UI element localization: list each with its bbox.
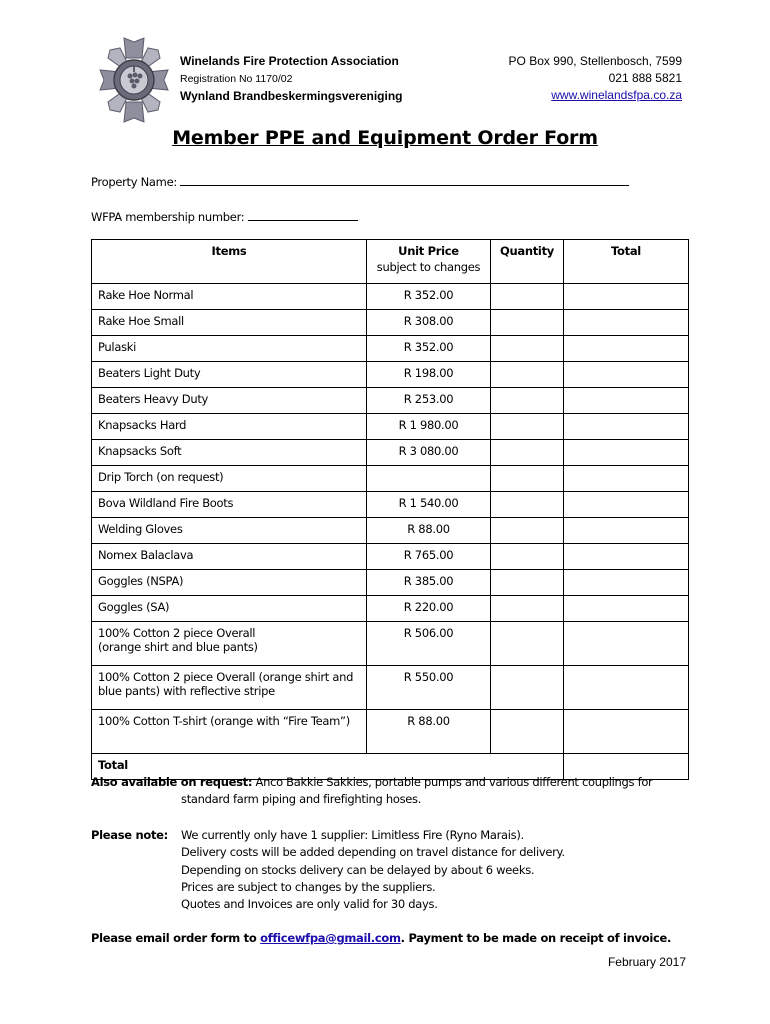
item-name: Pulaski (92, 336, 367, 362)
table-row (92, 570, 689, 596)
wfpa-logo (98, 36, 170, 124)
total-cell[interactable] (564, 544, 689, 570)
quantity-cell[interactable] (491, 466, 564, 492)
table-body (92, 284, 689, 754)
maltese-cross-emblem (100, 38, 168, 122)
quantity-cell[interactable] (491, 544, 564, 570)
total-cell[interactable] (564, 518, 689, 544)
quantity-cell[interactable] (491, 388, 564, 414)
table-row (92, 666, 689, 710)
unit-price: R 550.00 (367, 666, 491, 710)
item-name: Rake Hoe Normal (92, 284, 367, 310)
contact-block (422, 53, 682, 104)
header-quantity: Quantity (491, 240, 564, 284)
total-cell[interactable] (564, 414, 689, 440)
please-note-label: Please note: (91, 828, 168, 842)
item-name: Goggles (NSPA) (92, 570, 367, 596)
header-unit-price (367, 240, 491, 284)
quantity-cell[interactable] (491, 570, 564, 596)
membership-number-label: WFPA membership number: (91, 210, 245, 224)
quantity-cell[interactable] (491, 362, 564, 388)
table-header-row (92, 240, 689, 284)
quantity-cell[interactable] (491, 710, 564, 754)
total-label: Total (92, 754, 564, 780)
table-row (92, 544, 689, 570)
please-note-line: Quotes and Invoices are only valid for 30 days. (181, 897, 438, 912)
total-cell[interactable] (564, 492, 689, 518)
total-cell[interactable] (564, 388, 689, 414)
item-name: 100% Cotton 2 piece Overall (orange shirt and blue pants) with reflective stripe (92, 666, 367, 710)
unit-price: R 220.00 (367, 596, 491, 622)
registration-number: Registration No 1170/02 (180, 73, 293, 85)
unit-price: R 88.00 (367, 518, 491, 544)
table-row (92, 414, 689, 440)
item-name: Goggles (SA) (92, 596, 367, 622)
email-link[interactable]: officewfpa@gmail.com (260, 931, 401, 945)
email-instruction (91, 931, 671, 945)
membership-number-input[interactable] (248, 208, 358, 221)
po-box: PO Box 990, Stellenbosch, 7599 (508, 54, 682, 68)
total-cell[interactable] (564, 570, 689, 596)
quantity-cell[interactable] (491, 666, 564, 710)
also-available-note (91, 774, 691, 808)
item-name: Beaters Heavy Duty (92, 388, 367, 414)
item-name: Beaters Light Duty (92, 362, 367, 388)
also-available-text-2: standard farm piping and firefighting hoses. (181, 792, 422, 806)
quantity-cell[interactable] (491, 440, 564, 466)
table-row (92, 336, 689, 362)
quantity-cell[interactable] (491, 310, 564, 336)
table-row (92, 388, 689, 414)
property-name-field (91, 173, 629, 189)
item-name: Drip Torch (on request) (92, 466, 367, 492)
total-cell[interactable] (564, 362, 689, 388)
unit-price: R 506.00 (367, 622, 491, 666)
item-name: 100% Cotton T-shirt (orange with “Fire Team”) (92, 710, 367, 754)
total-cell[interactable] (564, 596, 689, 622)
total-cell[interactable] (564, 466, 689, 492)
unit-price: R 352.00 (367, 284, 491, 310)
total-cell[interactable] (564, 310, 689, 336)
quantity-cell[interactable] (491, 414, 564, 440)
header-items: Items (92, 240, 367, 284)
unit-price-label: Unit Price (398, 244, 459, 258)
unit-price-sub: subject to changes (376, 260, 481, 274)
form-date: February 2017 (607, 955, 686, 969)
please-note-line: Delivery costs will be added depending on travel distance for delivery. (181, 845, 565, 860)
also-available-text-1: Anco Bakkie Sakkies, portable pumps and various different couplings for (252, 775, 653, 789)
table-row (92, 440, 689, 466)
property-name-input[interactable] (180, 173, 629, 186)
property-name-label: Property Name: (91, 175, 177, 189)
unit-price: R 1 980.00 (367, 414, 491, 440)
quantity-cell[interactable] (491, 284, 564, 310)
quantity-cell[interactable] (491, 518, 564, 544)
please-note-line: Depending on stocks delivery can be delayed by about 6 weeks. (181, 862, 535, 877)
table-row (92, 518, 689, 544)
unit-price: R 3 080.00 (367, 440, 491, 466)
unit-price (367, 466, 491, 492)
org-name: Winelands Fire Protection Association (180, 54, 399, 68)
table-row (92, 362, 689, 388)
total-cell[interactable] (564, 336, 689, 362)
order-table (91, 239, 689, 780)
quantity-cell[interactable] (491, 622, 564, 666)
table-row (92, 310, 689, 336)
unit-price: R 88.00 (367, 710, 491, 754)
total-cell[interactable] (564, 622, 689, 666)
table-row (92, 710, 689, 754)
org-name-afrikaans: Wynland Brandbeskermingsvereniging (180, 89, 403, 103)
total-cell[interactable] (564, 440, 689, 466)
website-link[interactable]: www.winelandsfpa.co.za (551, 88, 682, 102)
total-cell[interactable] (564, 666, 689, 710)
phone-number: 021 888 5821 (608, 71, 682, 85)
quantity-cell[interactable] (491, 596, 564, 622)
item-name: Nomex Balaclava (92, 544, 367, 570)
item-name: Welding Gloves (92, 518, 367, 544)
total-cell[interactable] (564, 284, 689, 310)
table-row (92, 622, 689, 666)
quantity-cell[interactable] (491, 492, 564, 518)
item-name: Knapsacks Soft (92, 440, 367, 466)
header-total: Total (564, 240, 689, 284)
please-note-line: We currently only have 1 supplier: Limitless Fire (Ryno Marais). (181, 828, 524, 842)
unit-price: R 385.00 (367, 570, 491, 596)
unit-price: R 253.00 (367, 388, 491, 414)
unit-price: R 765.00 (367, 544, 491, 570)
item-name: Bova Wildland Fire Boots (92, 492, 367, 518)
item-name: Rake Hoe Small (92, 310, 367, 336)
also-available-label: Also available on request: (91, 775, 253, 789)
item-name: Knapsacks Hard (92, 414, 367, 440)
page-title: Member PPE and Equipment Order Form (172, 127, 598, 149)
please-note-lines (181, 827, 681, 913)
email-suffix: . Payment to be made on receipt of invoice. (400, 931, 672, 945)
table-row (92, 284, 689, 310)
unit-price: R 198.00 (367, 362, 491, 388)
unit-price: R 308.00 (367, 310, 491, 336)
email-prefix: Please email order form to (91, 931, 261, 945)
item-name: 100% Cotton 2 piece Overall (orange shirt and blue pants) (92, 622, 367, 666)
please-note-line: Prices are subject to changes by the suppliers. (181, 879, 436, 894)
table-row (92, 596, 689, 622)
unit-price: R 1 540.00 (367, 492, 491, 518)
unit-price: R 352.00 (367, 336, 491, 362)
membership-number-field (91, 208, 358, 224)
quantity-cell[interactable] (491, 336, 564, 362)
table-row (92, 492, 689, 518)
table-row (92, 466, 689, 492)
total-cell[interactable] (564, 710, 689, 754)
